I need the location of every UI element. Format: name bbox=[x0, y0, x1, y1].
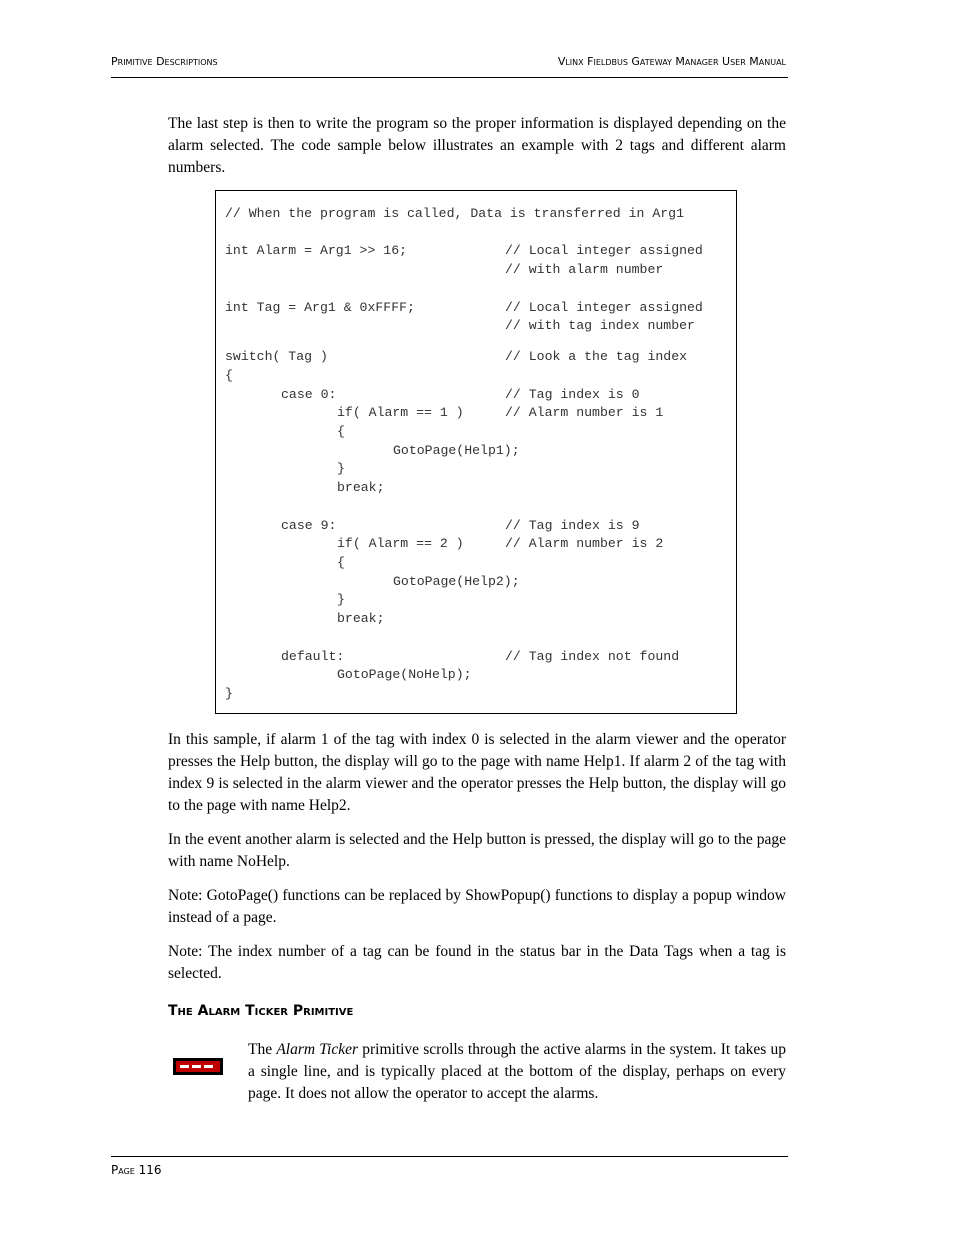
code-line: } bbox=[337, 592, 345, 607]
page-header bbox=[111, 55, 788, 78]
alarm-ticker-icon bbox=[173, 1058, 223, 1075]
page-footer bbox=[111, 1156, 788, 1177]
note-index-paragraph: Note: The index number of a tag can be found in the status bar in the Data Tags when a tag is selected. bbox=[168, 943, 786, 982]
code-line: switch( Tag ) bbox=[225, 349, 328, 364]
code-line: if( Alarm == 2 ) bbox=[337, 536, 464, 551]
code-comment: // with tag index number bbox=[505, 318, 695, 333]
note-showpopup-paragraph: Note: GotoPage() functions can be replaced by ShowPopup() functions to display a popup window instead of a page. bbox=[168, 887, 786, 926]
intro-paragraph: The last step is then to write the program so the proper information is displayed depending on the alarm selected. The code sample below illustrates an example with 2 tags and different alarm numbers. bbox=[168, 115, 786, 176]
alarm-ticker-description bbox=[248, 1039, 786, 1105]
alarm-ticker-term: Alarm Ticker bbox=[276, 1041, 359, 1058]
code-line: } bbox=[337, 461, 345, 476]
sample-explanation-paragraph: In this sample, if alarm 1 of the tag with index 0 is selected in the alarm viewer and the operator presses the Help button, the display will go to the page with name Help1. If alarm 2 of the tag with index 9 is selected in the alarm viewer and the operator presses the Help button, the display will go to the page with name Help2. bbox=[168, 731, 786, 814]
section-heading: The Alarm Ticker Primitive bbox=[168, 1003, 354, 1019]
code-line: break; bbox=[337, 611, 385, 626]
code-line: default: bbox=[281, 649, 345, 664]
code-comment: // Local integer assigned bbox=[505, 243, 703, 258]
code-line: GotoPage(Help1); bbox=[393, 443, 520, 458]
code-line: { bbox=[337, 424, 345, 439]
code-line: GotoPage(NoHelp); bbox=[337, 667, 472, 682]
code-line: // When the program is called, Data is transferred in Arg1 bbox=[225, 206, 684, 221]
code-comment: // Tag index not found bbox=[505, 649, 680, 664]
code-line: if( Alarm == 1 ) bbox=[337, 405, 464, 420]
header-section-title: Primitive Descriptions bbox=[111, 55, 218, 68]
code-comment: // Local integer assigned bbox=[505, 300, 703, 315]
code-line: int Alarm = Arg1 >> 16; bbox=[225, 243, 408, 258]
code-comment: // with alarm number bbox=[505, 262, 664, 277]
code-line: int Tag = Arg1 & 0xFFFF; bbox=[225, 300, 415, 315]
code-line: case 0: bbox=[281, 387, 337, 402]
code-line: break; bbox=[337, 480, 385, 495]
code-line: } bbox=[225, 686, 233, 701]
code-line: case 9: bbox=[281, 518, 337, 533]
code-line: { bbox=[225, 368, 233, 383]
header-manual-title: Vlinx Fieldbus Gateway Manager User Manual bbox=[557, 55, 786, 68]
code-comment: // Alarm number is 1 bbox=[505, 405, 664, 420]
code-line: { bbox=[337, 555, 345, 570]
code-comment: // Look a the tag index bbox=[505, 349, 688, 364]
page-number: Page 116 bbox=[111, 1163, 162, 1177]
code-sample-box bbox=[215, 190, 737, 714]
code-comment: // Tag index is 9 bbox=[505, 518, 640, 533]
description-lead-text: The bbox=[248, 1041, 277, 1058]
nohelp-paragraph: In the event another alarm is selected and the Help button is pressed, the display will go to the page with name NoHelp. bbox=[168, 831, 786, 870]
description-body-text: primitive scrolls through the active alarms in the system. It takes up a single line, and is typically placed at the bottom of the display, perhaps on every page. It does not allow the operator to accept the alarms. bbox=[248, 1041, 786, 1102]
code-comment: // Tag index is 0 bbox=[505, 387, 640, 402]
code-line: GotoPage(Help2); bbox=[393, 574, 520, 589]
code-comment: // Alarm number is 2 bbox=[505, 536, 664, 551]
